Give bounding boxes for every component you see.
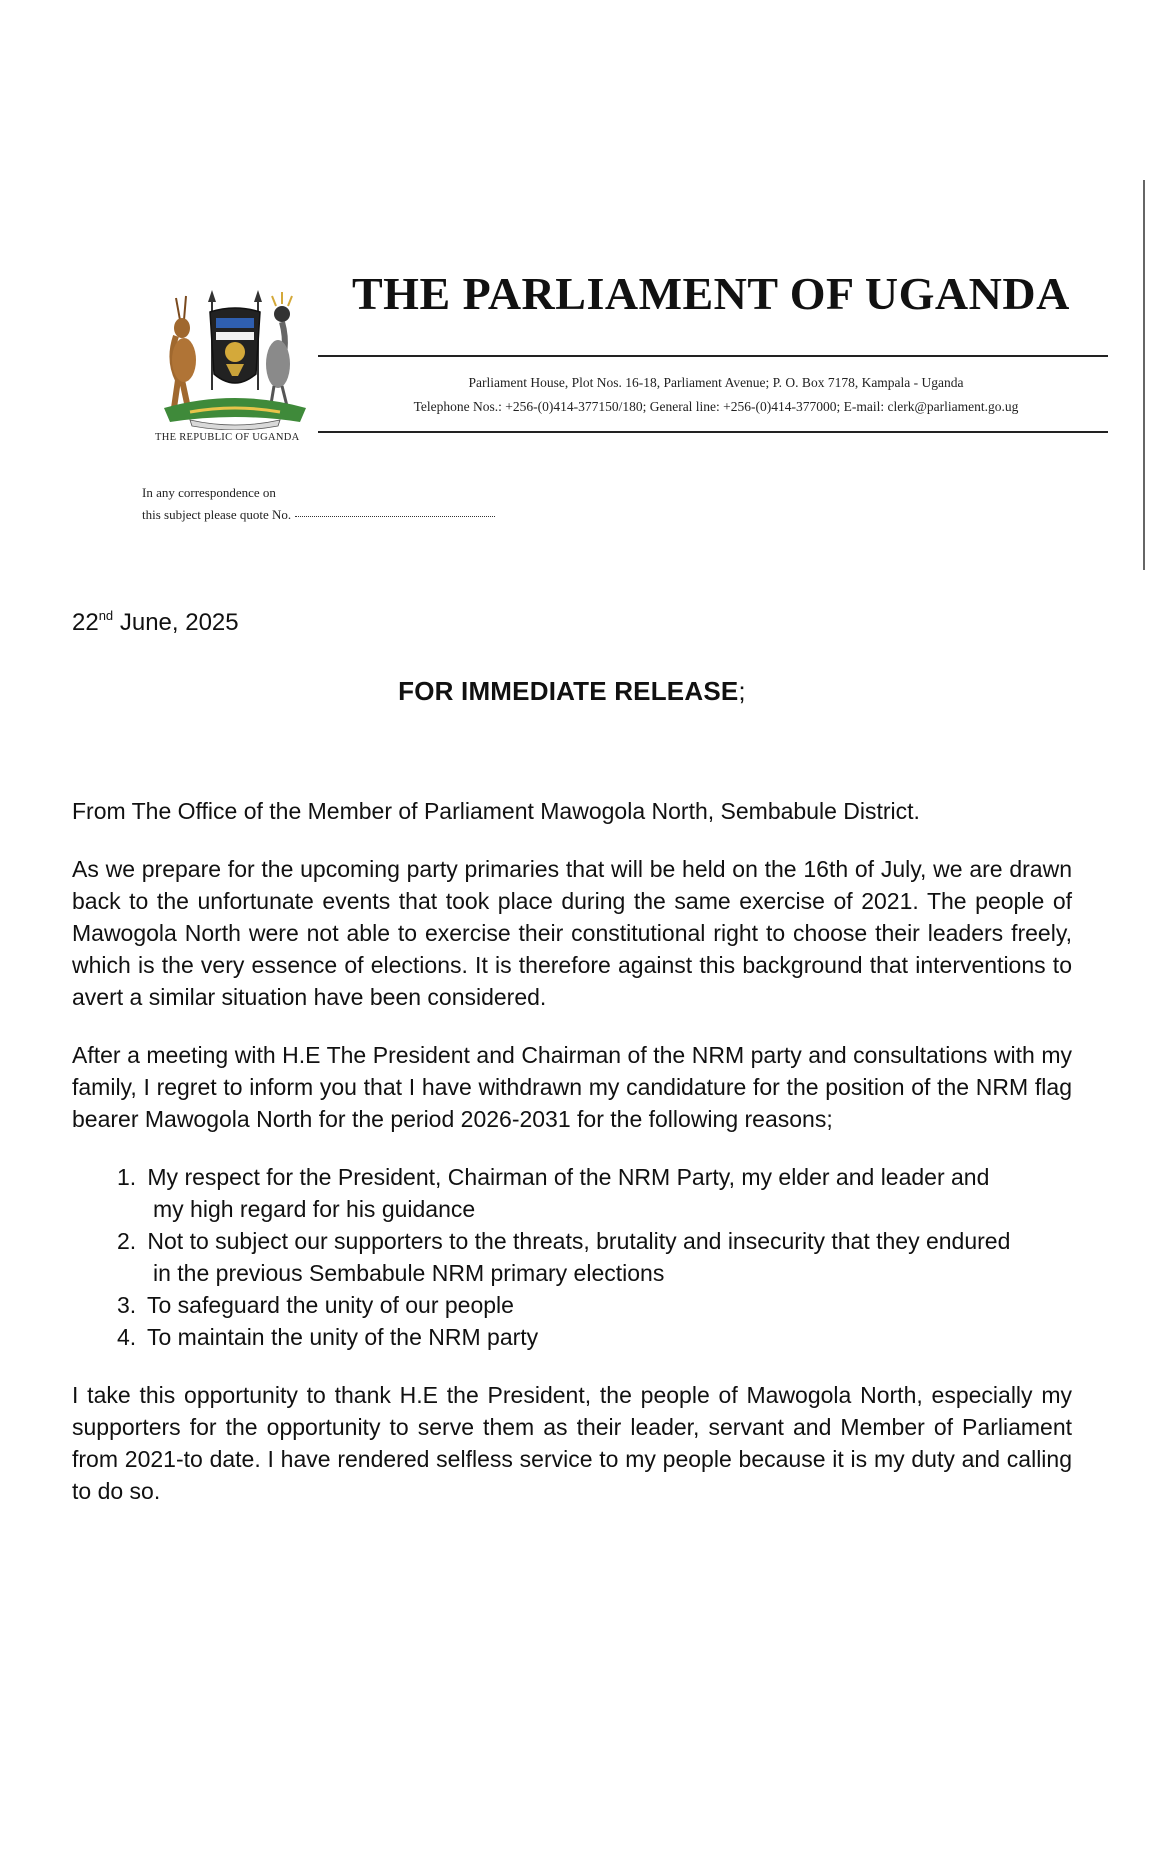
paragraph-thanks: I take this opportunity to thank H.E the President, the people of Mawogola North, especially my supporters for the opportunity to serve them as their leader, servant and Member of Parliament from 2021-to date. I have rendered selfless service to my people because it is my duty and calling to do so.: [72, 1382, 1072, 1504]
date-suffix: nd: [98, 608, 114, 623]
contact-line: Telephone Nos.: +256-(0)414-377150/180; General line: +256-(0)414-377000; E-mail: clerk@parliament.go.ug: [413, 399, 1019, 414]
release-title: [72, 675, 1072, 707]
date-month-year: June, 2025: [113, 609, 239, 636]
correspondence-note-line1: In any correspondence on: [142, 485, 276, 500]
correspondence-note-text: this subject please quote No.: [142, 507, 292, 522]
organization-title: THE PARLIAMENT OF UGANDA: [352, 268, 1070, 319]
reasons-list: [72, 1161, 1072, 1353]
list-item: [72, 1161, 1072, 1225]
list-item-continuation: my high regard for his guidance: [153, 1196, 476, 1222]
list-item-number: 4.: [117, 1324, 137, 1350]
letter-body: [72, 600, 1072, 1507]
release-title-text: FOR IMMEDIATE RELEASE: [398, 676, 739, 706]
list-item-number: 2.: [117, 1228, 137, 1254]
list-item-number: 3.: [117, 1292, 137, 1318]
republic-label: THE REPUBLIC OF UGANDA: [155, 432, 300, 443]
list-item: [72, 1289, 1072, 1321]
list-item-text: To safeguard the unity of our people: [146, 1292, 514, 1318]
list-item-continuation: in the previous Sembabule NRM primary elections: [153, 1260, 665, 1286]
list-item: [72, 1321, 1072, 1353]
letter-date: [72, 600, 1072, 639]
reference-number-blank: [295, 516, 495, 517]
correspondence-note-line2: [142, 507, 495, 523]
address-line: Parliament House, Plot Nos. 16-18, Parliament Avenue; P. O. Box 7178, Kampala - Uganda: [468, 375, 964, 390]
date-day: 22: [72, 609, 99, 636]
header-rule-top: [318, 355, 1108, 357]
list-item-number: 1.: [117, 1164, 137, 1190]
coat-of-arms-icon: [150, 280, 320, 430]
list-item-text: My respect for the President, Chairman of the NRM Party, my elder and leader and: [147, 1164, 990, 1190]
paragraph-background: As we prepare for the upcoming party primaries that will be held on the 16th of July, we are drawn back to the unfortunate events that took place during the same exercise of 2021. The people of Mawogola North were not able to exercise their constitutional right to choose their leaders freely, which is the very essence of elections. It is therefore against this background that interventions to avert a similar situation have been considered.: [72, 856, 1072, 1010]
list-item-text: Not to subject our supporters to the threats, brutality and insecurity that they endured: [147, 1228, 1011, 1254]
header-rule-bottom: [318, 431, 1108, 433]
list-item: [72, 1225, 1072, 1289]
paragraph-withdrawal: After a meeting with H.E The President and Chairman of the NRM party and consultations with my family, I regret to inform you that I have withdrawn my candidature for the position of the NRM flag bearer Mawogola North for the period 2026-2031 for the following reasons;: [72, 1042, 1072, 1132]
letterhead: [70, 175, 1150, 575]
release-title-punct: ;: [738, 676, 746, 706]
list-item-text: To maintain the unity of the NRM party: [146, 1324, 539, 1350]
from-line: From The Office of the Member of Parliament Mawogola North, Sembabule District.: [72, 798, 920, 824]
scan-edge-line: [1143, 180, 1145, 570]
